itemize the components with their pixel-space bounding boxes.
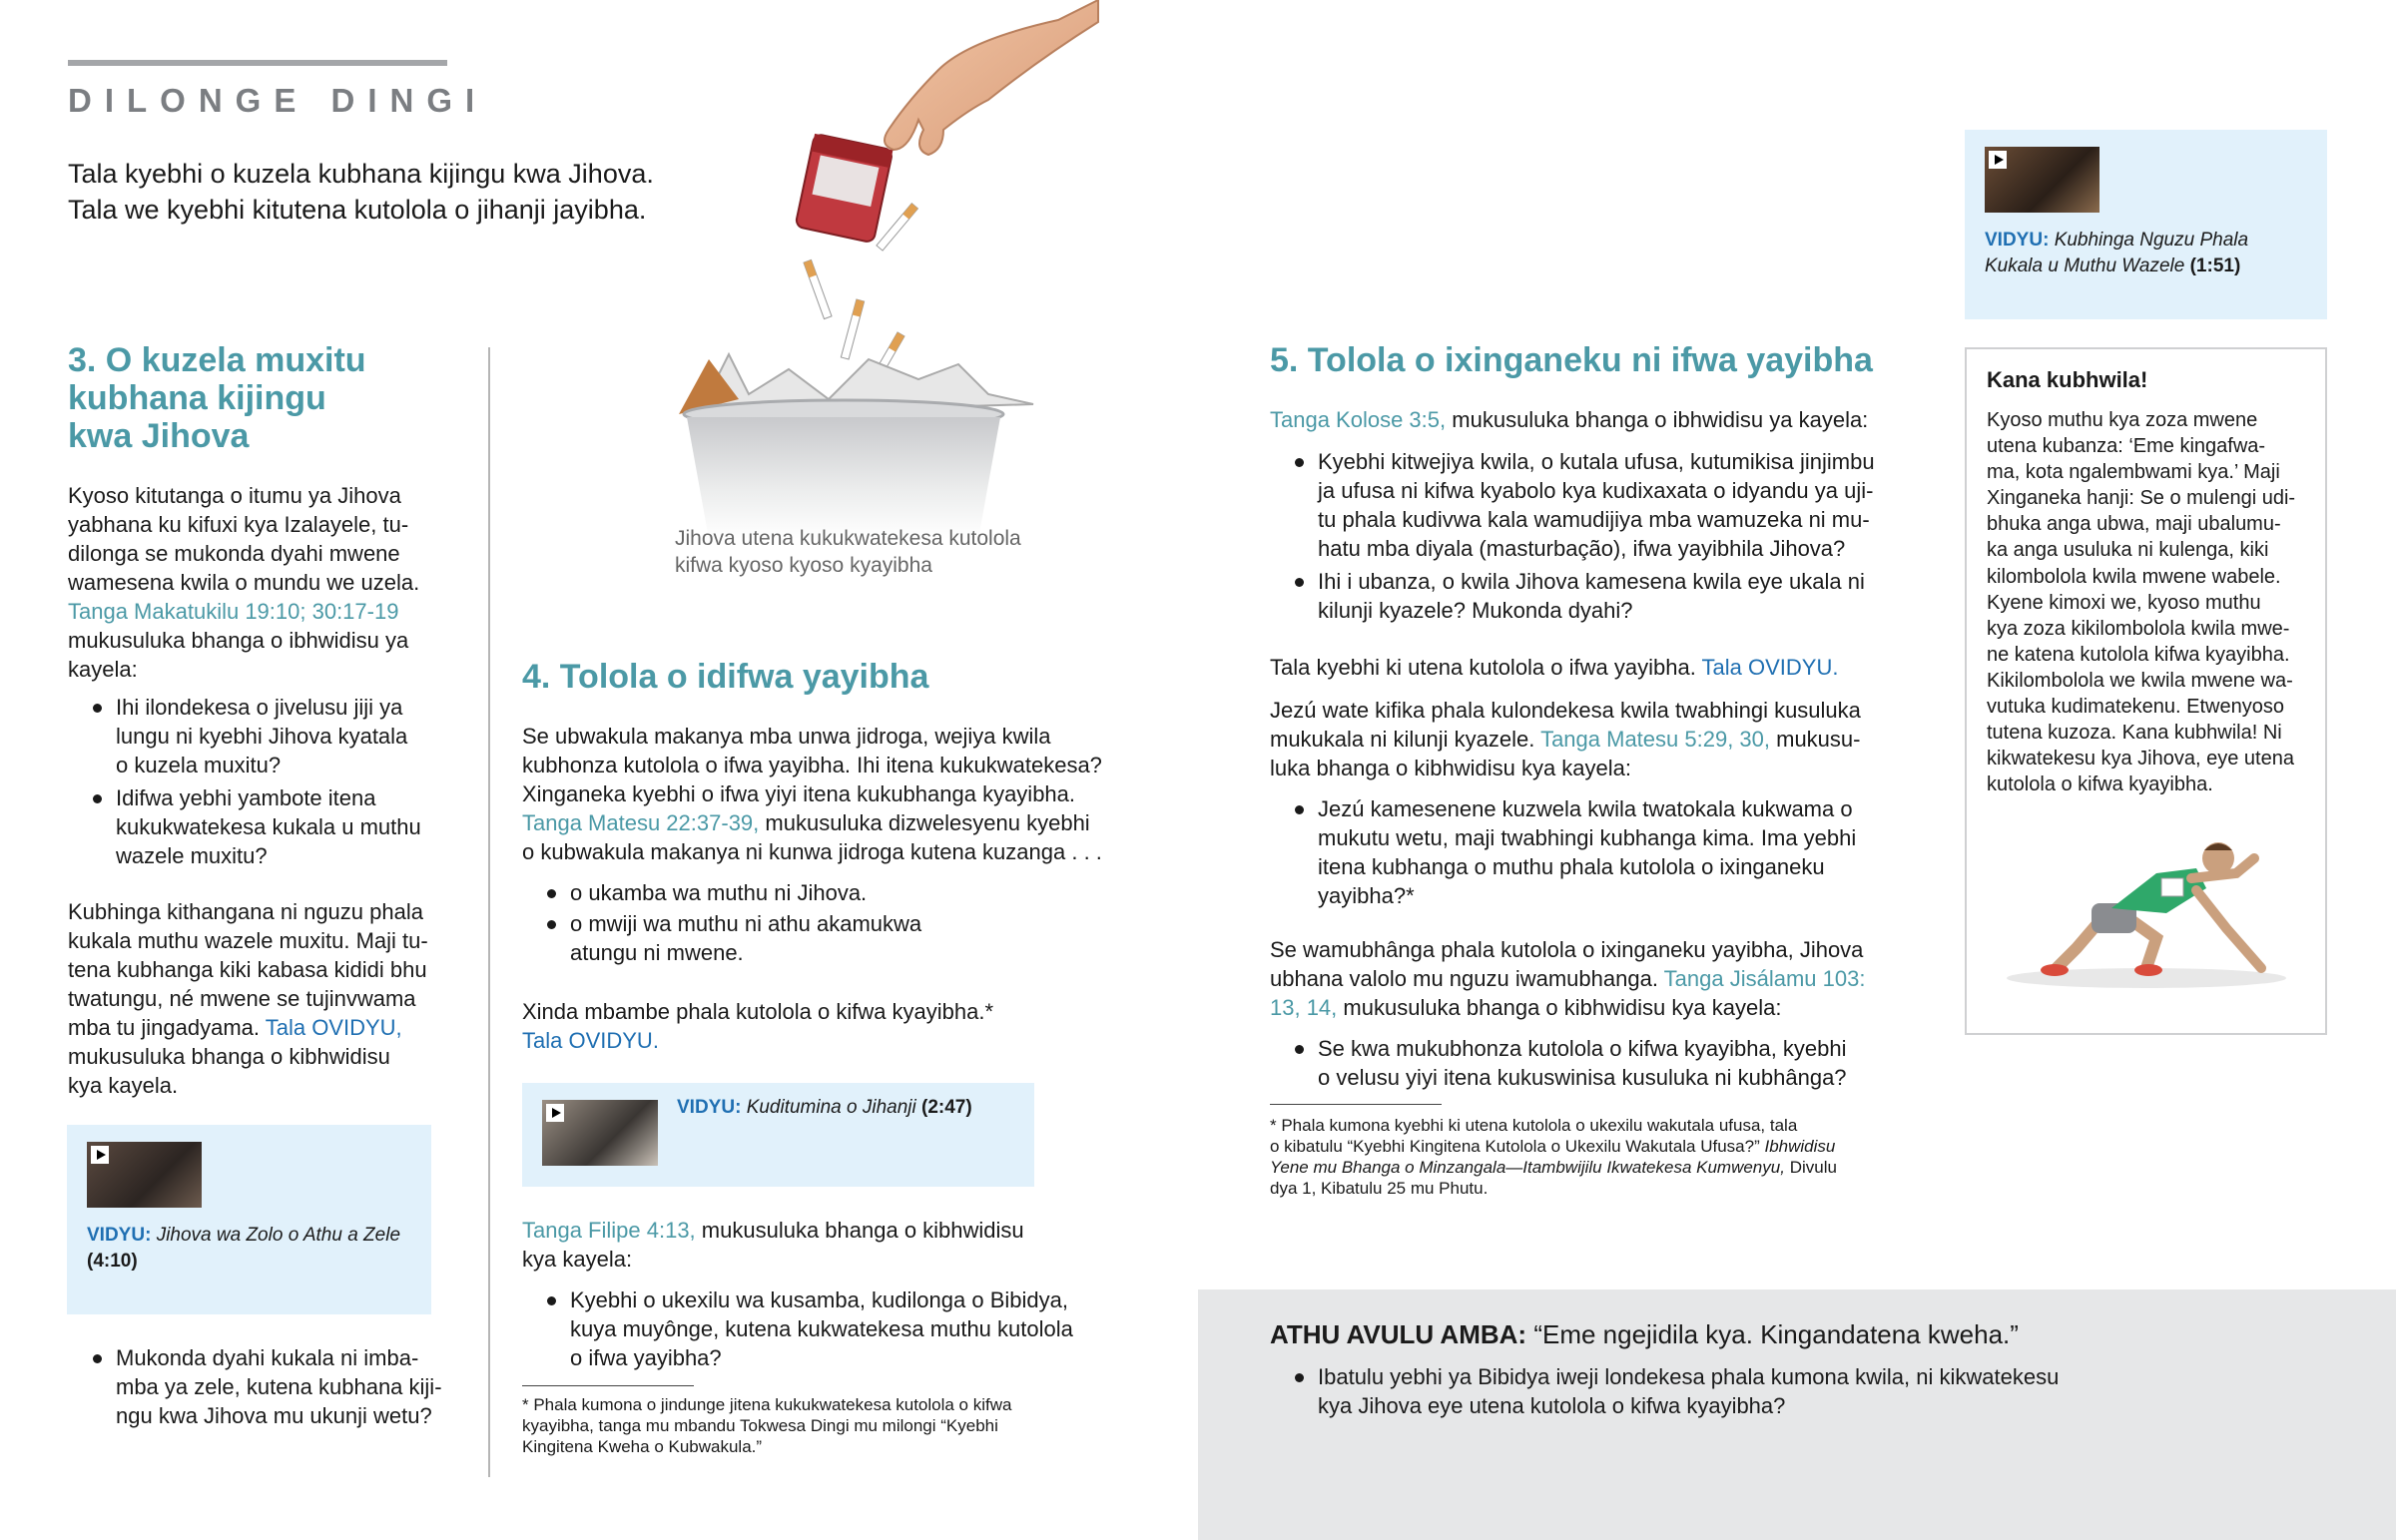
image-caption: Jihova utena kukukwatekesa kutolola kifwa kyoso kyoso kyayibha — [675, 527, 1021, 577]
section5-list-2 — [1270, 794, 1949, 910]
section3-body-2: Kubhinga kithangana ni nguzu phala kukala muthu wazele muxitu. Maji tu- tena kubhanga kiki kabasa kididi bhu twatungu, né mwene se tujinvwama mba tu jingadyama. Tala OVIDYU, mukusuluka bhanga o kibhwidisu kya kayela. — [68, 899, 428, 1098]
watch-video-link[interactable]: Tala OVIDYU. — [1701, 655, 1839, 680]
cigarette-pack-icon — [795, 134, 893, 244]
column-divider — [488, 347, 490, 1477]
watch-video-link[interactable]: Tala OVIDYU. — [522, 1028, 659, 1053]
intro-text: Tala kyebhi o kuzela kubhana kijingu kwa Jihova. Tala we kyebhi kitutena kutolola o jihanji jayibha. — [68, 159, 654, 225]
section5-body-3: Jezú wate kifika phala kulondekesa kwila twabhingi kusuluka mukukala ni kilunji kyazele. Tanga Matesu 5:29, 30, mukusu- luka bhanga o kibhwidisu kya kayela: — [1270, 698, 1861, 780]
watch-video-link[interactable]: Tala OVIDYU, — [265, 1015, 402, 1040]
section5-body-4: Se wamubhânga phala kutolola o ixinganeku yayibha, Jihova ubhana valolo mu nguzu iwamubhanga. Tanga Jisálamu 103: 13, 14, mukusuluka bhanga o kibhwidisu kya kayela: — [1270, 937, 1866, 1020]
section4-title: 4. Tolola o idifwa yayibha — [522, 658, 929, 696]
scripture-link-jisalamu-verses[interactable]: 13, 14, — [1270, 995, 1338, 1020]
list-item: Ihi ilondekesa o jivelusu jiji ya lungu ni kyebhi Jihova kyatala o kuzela muxitu? — [68, 693, 487, 779]
section3-body: Kyoso kitutanga o itumu ya Jihova yabhana ku kifuxi kya Izalayele, tu- dilonga se mukonda dyahi mwene wamesena kwila o mundu we uzela. Tanga Makatukilu 19:10; 30:17-19 mukusuluka bhanga o ibhwidisu ya kayela: — [68, 481, 467, 684]
section5-list-3 — [1270, 1034, 1949, 1092]
section5-intro: Tanga Kolose 3:5, mukusuluka bhanga o ibhwidisu ya kayela: — [1270, 407, 1869, 432]
header-rule — [68, 60, 447, 66]
scripture-link-jisalamu[interactable]: Tanga Jisálamu 103: — [1663, 966, 1866, 991]
section5-title: 5. Tolola o ixinganeku ni ifwa yayibha — [1270, 341, 1873, 379]
box-text: Kyoso muthu kya zoza mwene utena kubanza: ‘Eme kingafwa- ma, kota ngalembwami kya.’ Maji Xinganeka hanji: Se o mulengi udi- bhuka anga ubwa, maji ubalumu- ka anga usuluka ni kulenga, kiki kilombolola kwila mwene wabele. Kyene kimoxi we, kyoso muthu kya zoza kikilombolola kwila mwe- ne katena kutolola kifwa kyayibha. Kikilombolola we kwila mwene wa- vutuka kudimatekenu. Etwenyoso tutena kuzoza. Kana kubhwila! Ni kikwatekesu kya Jihova, eye utena kutolola o kifwa kyayibha. — [1987, 409, 2296, 796]
video-thumbnail[interactable] — [542, 1100, 658, 1166]
scripture-link-matesu-5[interactable]: Tanga Matesu 5:29, 30, — [1540, 727, 1770, 752]
list-item: Idifwa yebhi yambote itena kukukwatekesa kukala u muthu wazele muxitu? — [68, 783, 487, 870]
video-caption: VIDYU: Jihova wa Zolo o Athu a Zele (4:10) — [87, 1225, 401, 1272]
list-item: Kyebhi kitwejiya kwila, o kutala ufusa, kutumikisa jinjimbu ja ufusa ni kifwa kyabolo kya kudixaxata o idyandu ya uji- tu phala kudivwa kala wamudijiya mba wamuzeka ni mu- hatu mba diyala (masturbação), ifwa yayibhila Jihova? — [1270, 447, 1949, 563]
section4-list — [522, 878, 1141, 967]
box-title: Kana kubhwila! — [1987, 367, 2148, 392]
scripture-link-kolose[interactable]: Tanga Kolose 3:5, — [1270, 407, 1447, 432]
runner-illustration — [1997, 818, 2296, 998]
play-icon — [1989, 151, 2007, 169]
section4-body: Se ubwakula makanya mba unwa jidroga, wejiya kwila kubhonza kutolola o ifwa yayibha. Ihi itena kukukwatekesa? Xinganeka kyebhi o ifwa yiyi itena kukubhanga kyayibha. Tanga Matesu 22:37-39, mukusuluka dizwelesyenu kyebhi o kubwakula makanya ni kunwa jidroga kutena kuzanga . . . — [522, 724, 1102, 864]
section3-question-3 — [68, 1343, 487, 1430]
scripture-link-filipe[interactable]: Tanga Filipe 4:13, — [522, 1218, 696, 1243]
video-caption: VIDYU: Kubhinga Nguzu Phala Kukala u Muthu Wazele (1:51) — [1985, 230, 2249, 276]
video-card-nguzu[interactable] — [1965, 130, 2327, 319]
scripture-link-matesu[interactable]: Tanga Matesu 22:37-39, — [522, 810, 760, 835]
list-item: Kyebhi o ukexilu wa kusamba, kudilonga o Bibidya, kuya muyônge, kutena kukwatekesa muthu kutolola o ifwa yayibha? — [522, 1285, 1141, 1372]
section3-title: 3. O kuzela muxitu kubhana kijingu kwa Jihova — [68, 341, 366, 455]
video-card-jihova[interactable] — [67, 1125, 431, 1314]
footnote-rule — [522, 1385, 694, 1386]
section4-question — [522, 1285, 1141, 1372]
section4-footnote: * Phala kumona o jindunge jitena kukukwatekesa kutolola o kifwa kyayibha, tanga mu mbandu Tokwesa Dingi mu milongi “Kyebhi Kingitena Kweha o Kubwakula.” — [522, 1395, 1012, 1456]
section5-body-2: Tala kyebhi ki utena kutolola o ifwa yayibha. Tala OVIDYU. — [1270, 655, 1839, 680]
list-item: o ukamba wa muthu ni Jihova. — [522, 878, 1141, 907]
play-icon — [91, 1146, 109, 1164]
section-label: DILONGE DINGI — [68, 82, 488, 119]
video-card-jihanji[interactable] — [522, 1083, 1034, 1187]
section4-body-2: Xinda mbambe phala kutolola o kifwa kyayibha.* Tala OVIDYU. — [522, 997, 1141, 1055]
list-item: o mwiji wa muthu ni athu akamukwa atungu ni mwene. — [522, 909, 1141, 967]
video-thumbnail[interactable] — [87, 1142, 202, 1208]
video-thumbnail[interactable] — [1985, 147, 2099, 213]
hand-icon — [885, 0, 1098, 155]
panel-heading: ATHU AVULU AMBA: “Eme ngejidila kya. Kingandatena kweha.” — [1270, 1319, 2019, 1349]
section4-body-3: Tanga Filipe 4:13, mukusuluka bhanga o kibhwidisu kya kayela: — [522, 1218, 1024, 1272]
list-item: Ibatulu yebhi ya Bibidya iweji londekesa phala kumona kwila, ni kikwatekesu kya Jihova eye utena kutolola o kifwa kyayibha? — [1270, 1362, 2268, 1420]
panel-question — [1270, 1362, 2268, 1420]
play-icon — [546, 1104, 564, 1122]
trash-can-illustration — [639, 0, 1158, 559]
section5-list-1 — [1270, 447, 1949, 625]
footnote-rule — [1270, 1104, 1442, 1105]
list-item: Jezú kamesenene kuzwela kwila twatokala kukwama o mukutu wetu, maji twabhingi kubhanga kima. Ima yebhi itena kubhanga o muthu phala kutolola o ixinganeku yayibha?* — [1270, 794, 1949, 910]
video-caption: VIDYU: Kuditumina o Jihanji (2:47) — [677, 1097, 972, 1118]
list-item: Ihi i ubanza, o kwila Jihova kamesena kwila eye ukala ni kilunji kyazele? Mukonda dyahi? — [1270, 567, 1949, 625]
section3-questions — [68, 693, 487, 870]
list-item: Se kwa mukubhonza kutolola o kifwa kyayibha, kyebhi o velusu yiyi itena kukuswinisa kusuluka ni kubhânga? — [1270, 1034, 1949, 1092]
section5-footnote: * Phala kumona kyebhi ki utena kutolola o ukexilu wakutala ufusa, tala o kibatulu “Kyebhi Kingitena Kutolola o Ukexilu Wakutala Ufusa?” Ibhwidisu Yene mu Bhanga o Minzangala—Itambwijilu Ikwatekesa Kumwenyu, Divulu dya 1, Kibatulu 25 mu Phutu. — [1270, 1116, 1837, 1198]
kana-kubhwila-box — [1965, 347, 2327, 1035]
scripture-link-makatukilu[interactable]: Tanga Makatukilu 19:10; 30:17-19 — [68, 599, 399, 624]
athu-avulu-panel — [1198, 1289, 2396, 1540]
list-item: Mukonda dyahi kukala ni imba- mba ya zele, kutena kubhana kiji- ngu kwa Jihova mu ukunji wetu? — [68, 1343, 487, 1430]
